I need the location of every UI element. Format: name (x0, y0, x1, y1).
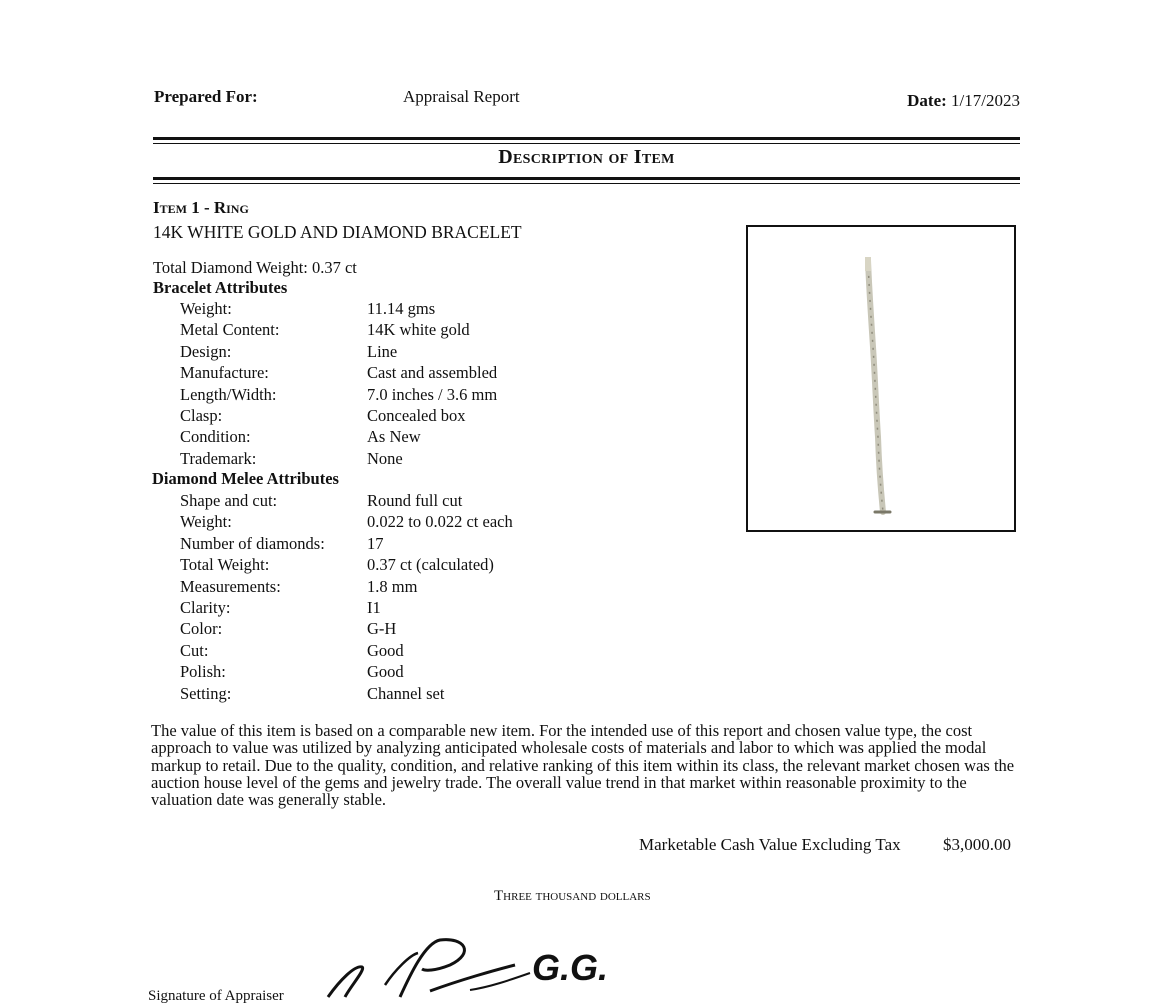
diamond-attribute-value: 0.37 ct (calculated) (367, 555, 494, 575)
report-title: Appraisal Report (403, 87, 520, 106)
bracelet-attribute-row (0, 342, 700, 363)
diamond-attribute-row (0, 598, 700, 619)
cash-value-label: Marketable Cash Value Excluding Tax (639, 835, 901, 854)
diamond-attribute-value: Good (367, 662, 404, 682)
diamond-attribute-value: G-H (367, 619, 397, 639)
diamond-attribute-row (0, 555, 700, 576)
bracelet-attribute-label: Metal Content: (180, 320, 280, 340)
top-rule-thin (153, 143, 1020, 144)
diamond-attribute-row (0, 512, 700, 533)
diamond-attribute-label: Weight: (180, 512, 232, 532)
diamond-attribute-label: Number of diamonds: (180, 533, 325, 553)
diamond-attribute-value: Channel set (367, 683, 445, 703)
diamond-attribute-label: Measurements: (180, 576, 281, 596)
prepared-for-label: Prepared For: (154, 87, 258, 106)
diamond-attributes-heading: Diamond Melee Attributes (152, 469, 339, 488)
bracelet-attribute-row (0, 363, 700, 384)
bracelet-attribute-row (0, 427, 700, 448)
bottom-rule-thick (153, 177, 1020, 180)
bracelet-attribute-row (0, 449, 700, 470)
bracelet-attribute-value: 11.14 gms (367, 299, 436, 318)
item-photo-frame (746, 225, 1016, 532)
bracelet-attribute-label: Condition: (180, 427, 251, 447)
diamond-attribute-value: Good (367, 640, 404, 660)
diamond-attribute-value: 1.8 mm (367, 576, 418, 596)
diamond-attribute-label: Polish: (180, 662, 226, 682)
bracelet-attributes-heading: Bracelet Attributes (153, 278, 288, 297)
bracelet-attribute-value: 14K white gold (367, 320, 470, 340)
bracelet-attribute-row (0, 299, 700, 320)
diamond-attribute-label: Shape and cut: (180, 491, 278, 510)
top-rule-thick (153, 137, 1020, 140)
bracelet-attribute-label: Length/Width: (180, 384, 277, 404)
valuation-paragraph: The value of this item is based on a comparable new item. For the intended use of this report and chosen value type, the cost approach to value was utilized by analyzing anticipated wholesale costs of materials and labor to which was applied the modal markup to retail. Due to the quality, condition, and relative ranking of this item within its class, the relevant market chosen was the auction house level of the gems and jewelry trade. The overall value trend in that market within reasonable proximity to the valuation date was generally stable. (151, 721, 1015, 810)
bracelet-attribute-row (0, 385, 700, 406)
bracelet-attribute-value: Cast and assembled (367, 363, 498, 383)
diamond-attribute-row (0, 684, 700, 705)
section-title: Description of Item (498, 146, 675, 168)
diamond-attribute-label: Cut: (180, 640, 209, 660)
diamond-attribute-value: Round full cut (367, 491, 463, 510)
diamond-attribute-row (0, 534, 700, 555)
bracelet-attribute-label: Design: (180, 341, 232, 361)
diamond-attribute-row (0, 577, 700, 598)
bracelet-image (748, 227, 1014, 530)
bracelet-attribute-value: 7.0 inches / 3.6 mm (367, 384, 498, 404)
date-label: Date: (907, 91, 947, 110)
bracelet-attribute-label: Weight: (180, 299, 232, 318)
bottom-rule-thin (153, 183, 1020, 184)
total-diamond-weight: Total Diamond Weight: 0.37 ct (153, 258, 357, 277)
diamond-attribute-row (0, 619, 700, 640)
diamond-attribute-value: 0.022 to 0.022 ct each (367, 512, 513, 532)
cash-value-amount: $3,000.00 (943, 835, 1011, 854)
bracelet-attribute-row (0, 406, 700, 427)
diamond-attribute-label: Setting: (180, 683, 232, 703)
diamond-attribute-label: Total Weight: (180, 555, 270, 575)
value-in-words: Three thousand dollars (494, 888, 651, 904)
bracelet-attribute-value: As New (367, 427, 421, 447)
diamond-attribute-row (0, 491, 700, 512)
report-date (907, 91, 1020, 111)
item-heading: Item 1 - Ring (153, 198, 249, 217)
signature-label: Signature of Appraiser (148, 988, 284, 1004)
date-value: 1/17/2023 (951, 91, 1020, 110)
bracelet-attribute-label: Clasp: (180, 406, 223, 425)
diamond-attribute-value: 17 (367, 533, 384, 553)
bracelet-attribute-label: Trademark: (180, 448, 257, 468)
signature-credential: G.G. (532, 947, 609, 988)
diamond-attribute-value: I1 (367, 598, 381, 617)
bracelet-attribute-value: Concealed box (367, 406, 466, 425)
item-name: 14K WHITE GOLD AND DIAMOND BRACELET (153, 222, 522, 242)
diamond-attribute-label: Clarity: (180, 598, 231, 617)
appraiser-signature (300, 925, 620, 1000)
diamond-attribute-row (0, 641, 700, 662)
bracelet-attribute-row (0, 320, 700, 341)
diamond-attribute-row (0, 662, 700, 683)
bracelet-attribute-value: None (367, 448, 403, 468)
bracelet-attribute-value: Line (367, 341, 398, 361)
diamond-attribute-label: Color: (180, 619, 223, 639)
bracelet-attribute-label: Manufacture: (180, 363, 269, 383)
